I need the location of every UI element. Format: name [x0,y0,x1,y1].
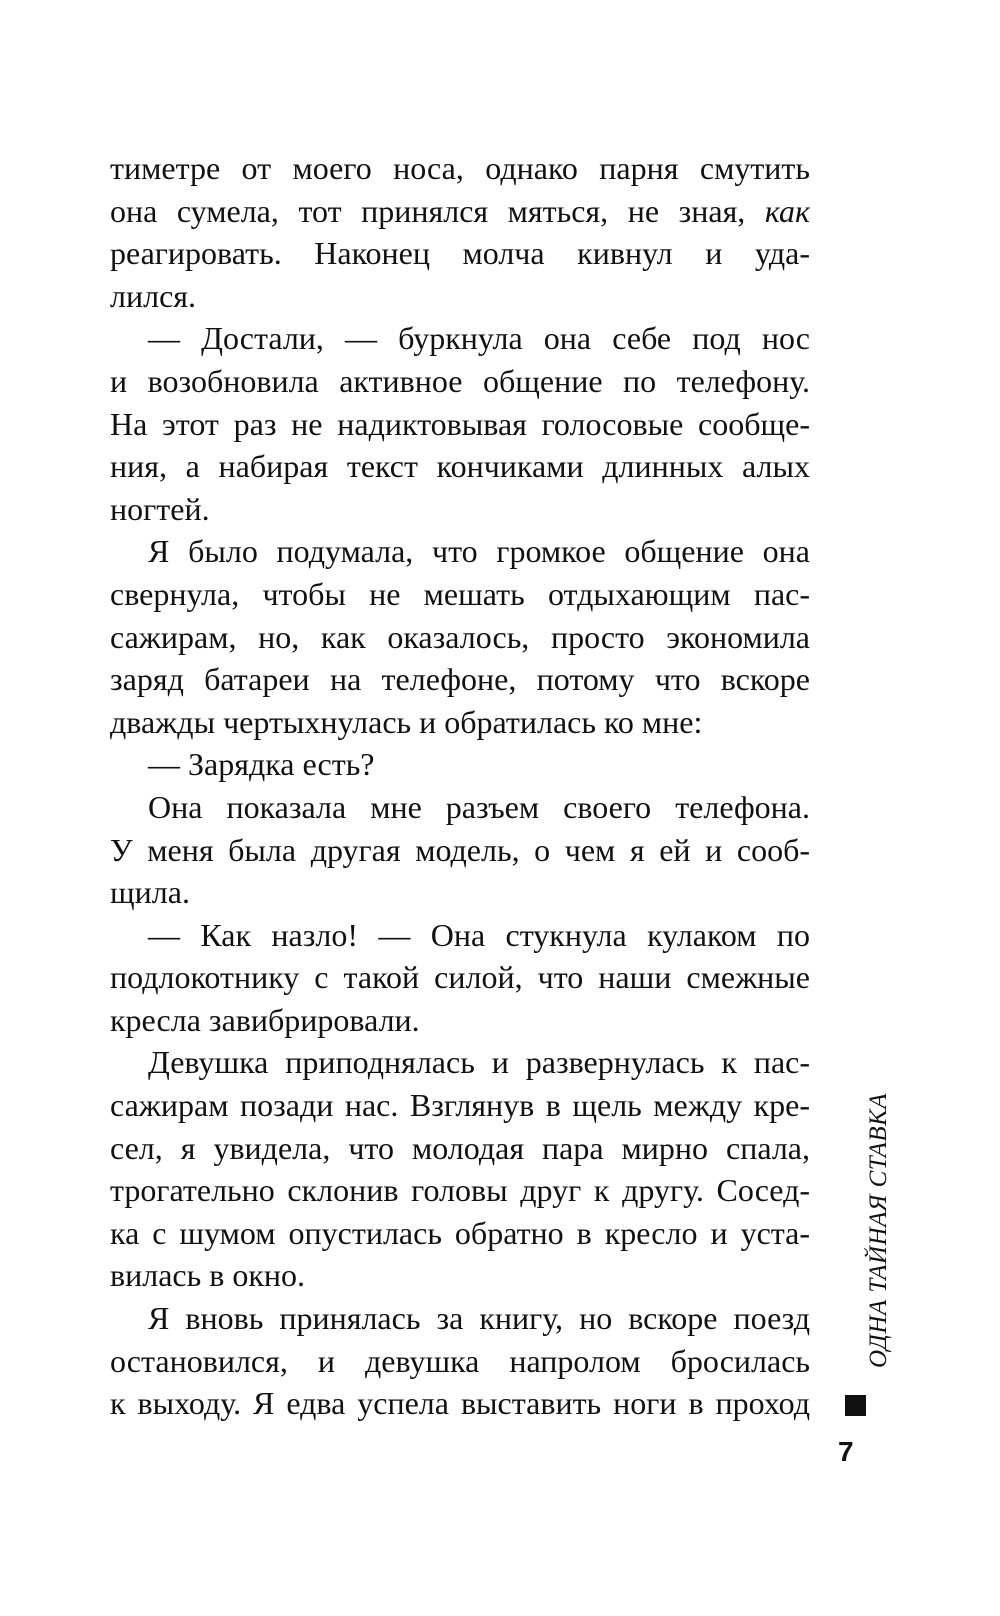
running-title: ОДНА ТАЙНАЯ СТАВКА [865,1093,892,1368]
text-line: лился. [110,277,196,314]
text-line: кресла завибрировали. [110,1001,420,1038]
text-line: и возобновила активное общение по телефону. [110,362,810,399]
text-line: трогательно склонив головы друг к другу. Сосед- [110,1172,810,1209]
text-line: — Достали, — буркнула она себе под нос [148,320,810,357]
page-number: 7 [838,1436,854,1467]
text-line: На этот раз не надиктовывая голосовые сообще- [110,405,810,442]
text-line: ния, а набирая текст кончиками длинных алых [110,448,810,485]
text-line: — Как назло! — Она стукнула кулаком по [148,916,810,953]
text-line: ногтей. [110,490,210,527]
text-line: Я было подумала, что громкое общение она [148,533,810,570]
text-line: к выходу. Я едва успела выставить ноги в проход [110,1385,810,1422]
text-line: сажирам позади нас. Взглянув в щель между кре- [110,1087,810,1124]
text-line: она сумела, тот принялся мяться, не зная, как [110,192,810,229]
text-line: Девушка приподнялась и развернулась к пас- [148,1044,810,1081]
text-line: свернула, чтобы не мешать отдыхающим пас- [110,575,810,612]
text-line: ка с шумом опустилась обратно в кресло и уста- [110,1214,810,1251]
text-line: подлокотнику с такой силой, что наши смежные [110,959,810,996]
text-line: сел, я увидела, что молодая пара мирно спала, [110,1129,810,1166]
text-line: Я вновь принялась за книгу, но вскоре поезд [148,1300,810,1337]
body-text [110,147,810,1425]
title-marker-square [845,1395,866,1416]
text-line: дважды чертыхнулась и обратилась ко мне: [110,703,703,740]
text-line: заряд батареи на телефоне, потому что вскоре [110,661,810,698]
text-line: остановился, и девушка напролом бросилась [110,1342,810,1379]
text-line: сажирам, но, как оказалось, просто экономила [110,618,810,655]
text-line: У меня была другая модель, о чем я ей и сооб- [110,831,810,868]
text-line: реагировать. Наконец молча кивнул и уда- [110,235,810,272]
text-line: вилась в окно. [110,1257,305,1294]
text-line: щила. [110,874,190,911]
text-line: Она показала мне разъем своего телефона. [148,788,810,825]
text-line: — Зарядка есть? [148,746,375,783]
text-line: тиметре от моего носа, однако парня смутить [110,150,810,186]
